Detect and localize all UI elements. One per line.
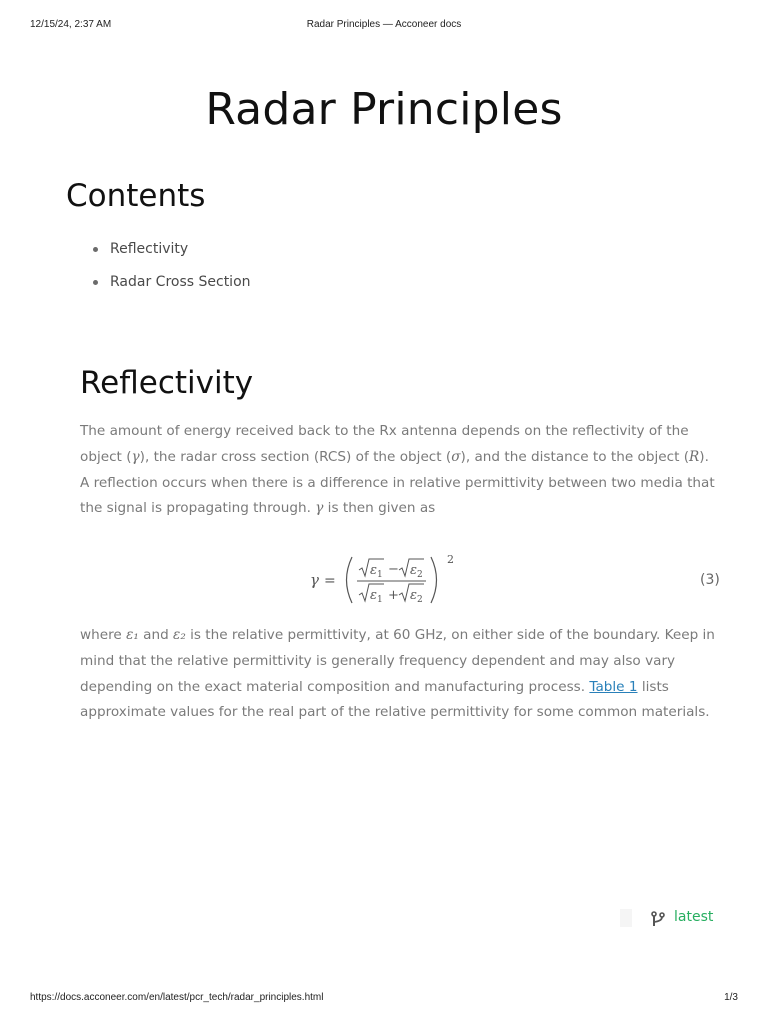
- table-of-contents: [92, 236, 251, 302]
- contents-heading: Contents: [66, 178, 206, 214]
- text-run: and: [138, 627, 174, 643]
- math-gamma: γ: [315, 500, 324, 517]
- svg-text:+: +: [388, 588, 399, 603]
- toc-item-radar-cross-section[interactable]: [92, 269, 251, 302]
- svg-text:2: 2: [417, 570, 423, 580]
- version-label: latest: [674, 909, 714, 925]
- svg-text:−: −: [388, 562, 399, 577]
- math-sigma: σ: [451, 448, 461, 465]
- svg-text:ε: ε: [410, 588, 417, 603]
- section-heading-reflectivity: Reflectivity: [80, 365, 254, 401]
- toc-item-reflectivity[interactable]: [92, 236, 251, 269]
- reflectivity-paragraph: [80, 419, 720, 522]
- bullet-icon: [93, 280, 98, 285]
- print-header: [30, 19, 738, 33]
- text-run: ), and the distance to the object (: [460, 448, 690, 465]
- bullet-icon: [93, 247, 98, 252]
- print-footer: [30, 992, 738, 1006]
- math-r: R: [689, 448, 700, 465]
- svg-text:=: =: [324, 573, 336, 589]
- print-datetime: 12/15/24, 2:37 AM: [30, 19, 112, 30]
- equation-number: (3): [700, 572, 720, 588]
- page-title: Radar Principles: [205, 84, 563, 135]
- git-branch-icon: [651, 911, 665, 927]
- svg-text:1: 1: [377, 570, 383, 580]
- equation-exponent: 2: [447, 553, 454, 566]
- svg-text:γ: γ: [310, 571, 319, 589]
- version-switcher[interactable]: [620, 906, 716, 930]
- text-run: is the relative permittivity, at 60 GHz, on either side of the boundary. Keep in mind that the relative permittivity is generally frequency dependent and may also vary depending on the exact material composition and manufacturing process.: [80, 627, 715, 695]
- permittivity-paragraph: [80, 623, 720, 726]
- print-doc-title: Radar Principles — Acconeer docs: [306, 19, 462, 30]
- math-epsilon-2: ε₂: [173, 627, 186, 643]
- text-run: ). A reflection occurs when there is a difference in relative permittivity between two media that the signal is propagating through.: [80, 448, 715, 517]
- math-epsilon-1: ε₁: [126, 627, 139, 643]
- text-run: The amount of energy received back to the Rx antenna depends on the reflectivity of the object (: [80, 423, 689, 465]
- svg-text:ε: ε: [410, 563, 417, 578]
- svg-text:ε: ε: [370, 563, 377, 578]
- text-run: is then given as: [323, 500, 436, 517]
- print-url: https://docs.acconeer.com/en/latest/pcr_tech/radar_principles.html: [30, 992, 324, 1003]
- svg-text:1: 1: [377, 595, 383, 605]
- text-run: lists approximate values for the real part of the relative permittivity for some common materials.: [80, 678, 710, 721]
- svg-text:2: 2: [417, 595, 423, 605]
- text-run: ), the radar cross section (RCS) of the object (: [139, 448, 452, 465]
- badge-background: [620, 909, 632, 927]
- svg-text:ε: ε: [370, 588, 377, 603]
- toc-item-label: Radar Cross Section: [110, 274, 251, 290]
- toc-item-label: Reflectivity: [110, 241, 189, 257]
- equation-graphic: [310, 548, 470, 610]
- math-gamma: γ: [131, 448, 140, 465]
- print-page-count: 1/3: [724, 992, 738, 1003]
- reflectivity-equation: [310, 548, 470, 610]
- table-1-link[interactable]: Table 1: [589, 678, 638, 695]
- text-run: where: [80, 627, 127, 643]
